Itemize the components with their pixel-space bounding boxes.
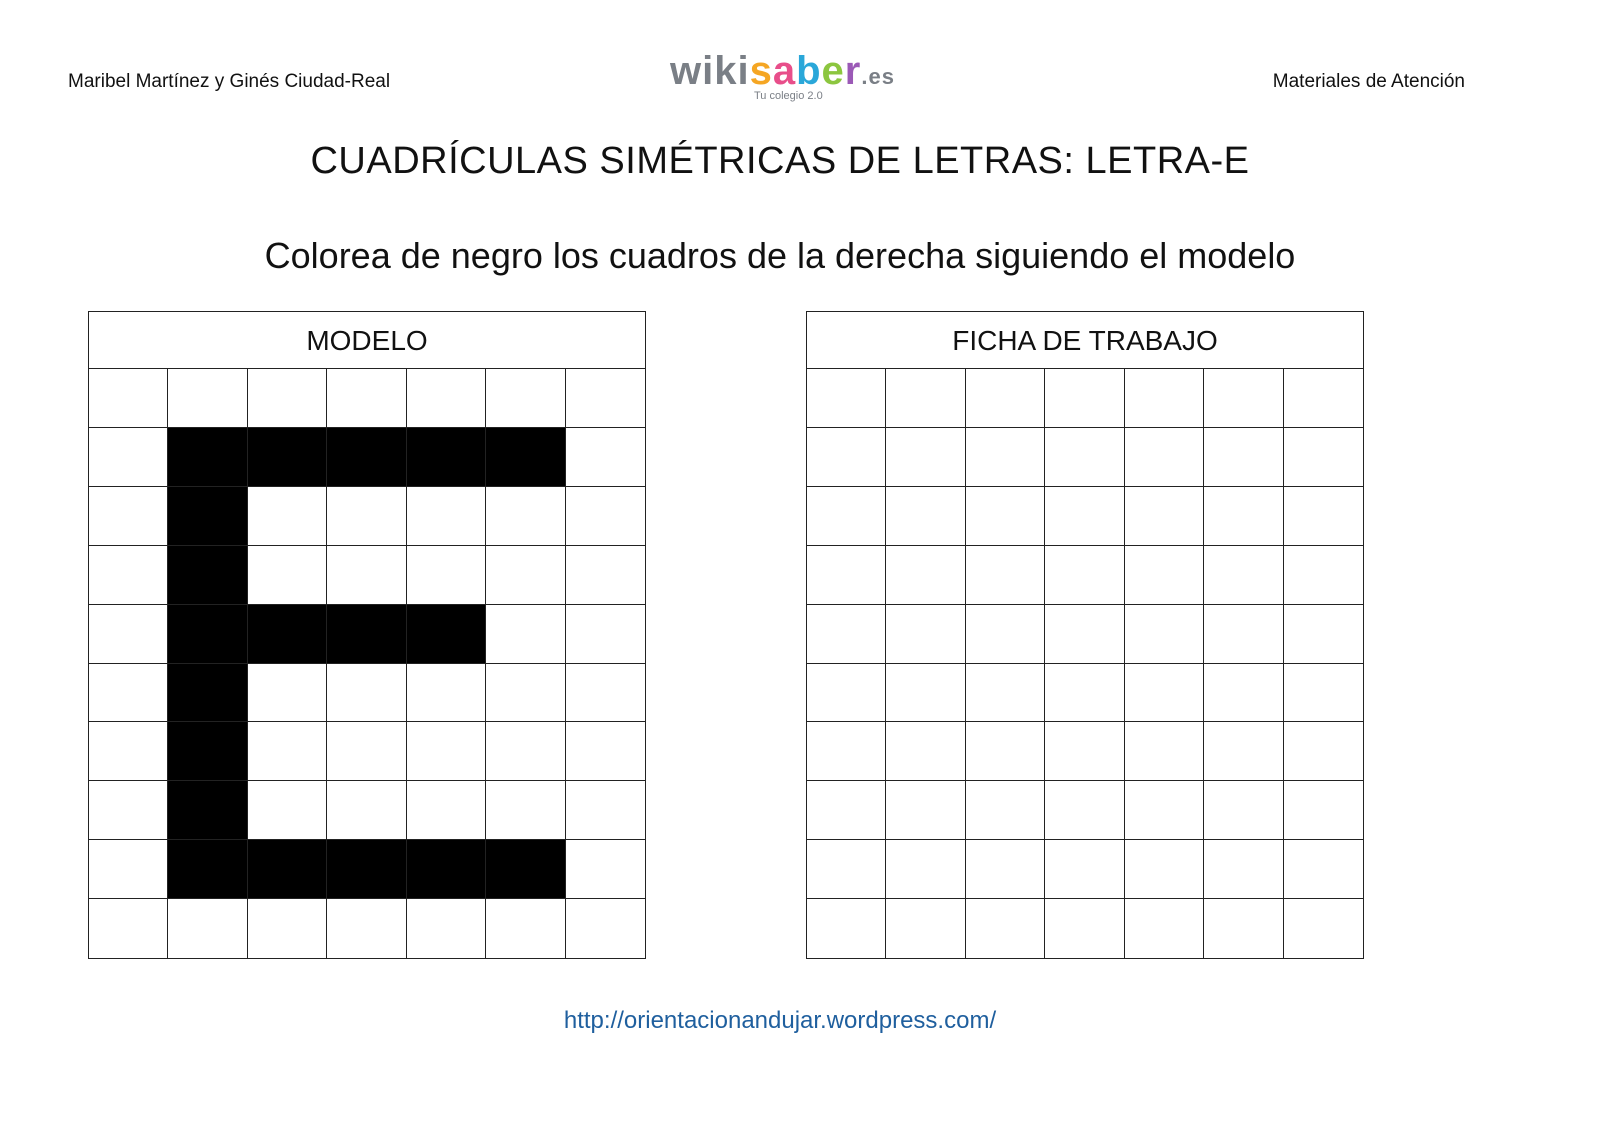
work-grid-cell[interactable]	[1284, 369, 1363, 428]
model-grid-cell	[486, 722, 565, 781]
model-grid-cell	[486, 487, 565, 546]
work-grid-cell[interactable]	[966, 546, 1045, 605]
work-grid-cell[interactable]	[1045, 781, 1124, 840]
work-grid-cell[interactable]	[807, 428, 886, 487]
footer-url-link[interactable]: http://orientacionandujar.wordpress.com/	[563, 1007, 997, 1034]
logo-tagline: Tu colegio 2.0	[754, 90, 823, 102]
model-grid-cell	[168, 546, 247, 605]
model-grid-cell	[566, 546, 645, 605]
work-grid-cell[interactable]	[1045, 840, 1124, 899]
model-grid-cell	[327, 722, 406, 781]
model-grid-cell	[486, 369, 565, 428]
model-grid-cell	[168, 428, 247, 487]
work-grid-cell[interactable]	[1284, 722, 1363, 781]
model-grid	[89, 369, 645, 958]
model-grid-cell	[248, 369, 327, 428]
work-grid-cell[interactable]	[807, 899, 886, 958]
work-grid-cell[interactable]	[1204, 664, 1283, 723]
work-grid-cell[interactable]	[966, 428, 1045, 487]
work-grid-cell[interactable]	[966, 487, 1045, 546]
work-grid-cell[interactable]	[966, 369, 1045, 428]
work-grid-cell[interactable]	[1284, 664, 1363, 723]
work-grid-cell[interactable]	[807, 664, 886, 723]
work-grid-cell[interactable]	[807, 605, 886, 664]
work-grid-cell[interactable]	[1125, 722, 1204, 781]
model-grid-cell	[248, 840, 327, 899]
model-grid-cell	[486, 546, 565, 605]
model-grid-cell	[566, 899, 645, 958]
work-grid-cell[interactable]	[1204, 899, 1283, 958]
work-grid-cell[interactable]	[1204, 487, 1283, 546]
work-grid-cell[interactable]	[807, 546, 886, 605]
model-grid-cell	[407, 487, 486, 546]
worksheet-instructions: Colorea de negro los cuadros de la derecha siguiendo el modelo	[264, 235, 1296, 276]
model-grid-cell	[248, 428, 327, 487]
work-grid-cell[interactable]	[966, 899, 1045, 958]
model-grid-cell	[89, 899, 168, 958]
model-grid-cell	[168, 605, 247, 664]
model-grid-cell	[407, 546, 486, 605]
work-grid-cell[interactable]	[807, 781, 886, 840]
model-grid-cell	[168, 840, 247, 899]
model-grid-cell	[327, 428, 406, 487]
model-grid-cell	[407, 781, 486, 840]
work-grid-cell[interactable]	[966, 781, 1045, 840]
model-grid-cell	[566, 605, 645, 664]
work-grid-cell[interactable]	[1125, 546, 1204, 605]
work-grid-cell[interactable]	[1284, 781, 1363, 840]
work-grid-cell[interactable]	[1045, 428, 1124, 487]
model-grid-cell	[407, 840, 486, 899]
work-grid-cell[interactable]	[1125, 428, 1204, 487]
model-grid-cell	[486, 664, 565, 723]
model-grid-cell	[168, 781, 247, 840]
model-grid-cell	[248, 664, 327, 723]
model-grid-cell	[248, 781, 327, 840]
work-grid-cell[interactable]	[886, 369, 965, 428]
work-grid-cell[interactable]	[1125, 487, 1204, 546]
work-grid-cell[interactable]	[1284, 899, 1363, 958]
model-grid-cell	[566, 369, 645, 428]
work-grid-cell[interactable]	[807, 369, 886, 428]
work-grid-cell[interactable]	[966, 605, 1045, 664]
work-grid-cell[interactable]	[1045, 899, 1124, 958]
logo-wordmark: wikisaber.es	[670, 49, 895, 93]
work-grid-cell[interactable]	[1284, 487, 1363, 546]
model-grid-cell	[168, 369, 247, 428]
wikisaber-logo	[670, 48, 900, 106]
work-grid-cell[interactable]	[1284, 605, 1363, 664]
model-grid-cell	[486, 605, 565, 664]
work-grid-cell[interactable]	[1045, 664, 1124, 723]
work-grid-cell[interactable]	[1045, 546, 1124, 605]
model-grid-cell	[566, 428, 645, 487]
model-grid-cell	[566, 781, 645, 840]
model-grid-cell	[486, 781, 565, 840]
model-grid-cell	[89, 428, 168, 487]
model-grid-cell	[566, 487, 645, 546]
model-grid-cell	[89, 664, 168, 723]
work-grid-cell[interactable]	[886, 899, 965, 958]
work-grid-cell[interactable]	[886, 605, 965, 664]
work-grid-cell[interactable]	[807, 722, 886, 781]
model-grid-cell	[327, 605, 406, 664]
work-grid-cell[interactable]	[1204, 546, 1283, 605]
model-grid-cell	[89, 840, 168, 899]
model-grid-cell	[407, 664, 486, 723]
model-grid-cell	[407, 428, 486, 487]
work-grid-cell[interactable]	[966, 722, 1045, 781]
model-grid-cell	[248, 899, 327, 958]
work-grid-cell[interactable]	[886, 722, 965, 781]
model-grid-cell	[248, 487, 327, 546]
model-grid-cell	[327, 546, 406, 605]
work-grid-panel	[806, 311, 1364, 959]
work-grid-cell[interactable]	[1045, 722, 1124, 781]
model-grid-cell	[89, 546, 168, 605]
work-grid-cell[interactable]	[966, 664, 1045, 723]
model-grid-cell	[168, 487, 247, 546]
work-grid-cell[interactable]	[807, 840, 886, 899]
model-grid-cell	[566, 722, 645, 781]
model-grid-cell	[89, 781, 168, 840]
work-grid-cell[interactable]	[1125, 781, 1204, 840]
model-grid-cell	[168, 664, 247, 723]
model-grid-cell	[248, 722, 327, 781]
work-grid-cell[interactable]	[1125, 664, 1204, 723]
model-grid-cell	[168, 899, 247, 958]
work-grid-cell[interactable]	[1204, 781, 1283, 840]
work-grid-cell[interactable]	[1204, 605, 1283, 664]
model-grid-cell	[89, 369, 168, 428]
model-grid-cell	[566, 664, 645, 723]
work-grid-cell[interactable]	[1125, 369, 1204, 428]
model-grid-cell	[566, 840, 645, 899]
work-grid-header: FICHA DE TRABAJO	[807, 312, 1363, 369]
work-grid-cell[interactable]	[886, 664, 965, 723]
model-grid-cell	[327, 369, 406, 428]
work-grid-cell[interactable]	[1204, 428, 1283, 487]
work-grid-cell[interactable]	[1125, 605, 1204, 664]
work-grid-cell[interactable]	[1125, 899, 1204, 958]
work-grid-cell[interactable]	[1204, 369, 1283, 428]
model-grid-cell	[89, 722, 168, 781]
work-grid-cell[interactable]	[1284, 428, 1363, 487]
work-grid-cell[interactable]	[886, 781, 965, 840]
worksheet-title: CUADRÍCULAS SIMÉTRICAS DE LETRAS: LETRA-E	[310, 140, 1250, 182]
model-grid-cell	[407, 605, 486, 664]
model-grid-cell	[89, 487, 168, 546]
series-name: Materiales de Atención	[1272, 71, 1465, 92]
model-grid-cell	[327, 487, 406, 546]
work-grid-cell[interactable]	[1045, 369, 1124, 428]
model-grid-cell	[407, 722, 486, 781]
work-grid-cell[interactable]	[1204, 722, 1283, 781]
model-grid-cell	[168, 722, 247, 781]
work-grid[interactable]	[807, 369, 1363, 958]
model-grid-cell	[486, 899, 565, 958]
model-grid-cell	[327, 781, 406, 840]
model-grid-cell	[327, 664, 406, 723]
work-grid-cell[interactable]	[886, 487, 965, 546]
model-grid-panel	[88, 311, 646, 959]
work-grid-cell[interactable]	[1045, 487, 1124, 546]
work-grid-cell[interactable]	[886, 546, 965, 605]
work-grid-cell[interactable]	[886, 840, 965, 899]
author-credit: Maribel Martínez y Ginés Ciudad-Real	[68, 71, 391, 92]
work-grid-cell[interactable]	[1045, 605, 1124, 664]
model-grid-cell	[486, 840, 565, 899]
model-grid-cell	[407, 899, 486, 958]
model-grid-header: MODELO	[89, 312, 645, 369]
model-grid-cell	[486, 428, 565, 487]
model-grid-cell	[327, 840, 406, 899]
work-grid-cell[interactable]	[1125, 840, 1204, 899]
model-grid-cell	[89, 605, 168, 664]
work-grid-cell[interactable]	[1284, 546, 1363, 605]
model-grid-cell	[327, 899, 406, 958]
model-grid-cell	[407, 369, 486, 428]
work-grid-cell[interactable]	[807, 487, 886, 546]
work-grid-cell[interactable]	[966, 840, 1045, 899]
model-grid-cell	[248, 605, 327, 664]
work-grid-cell[interactable]	[1204, 840, 1283, 899]
model-grid-cell	[248, 546, 327, 605]
work-grid-cell[interactable]	[886, 428, 965, 487]
work-grid-cell[interactable]	[1284, 840, 1363, 899]
